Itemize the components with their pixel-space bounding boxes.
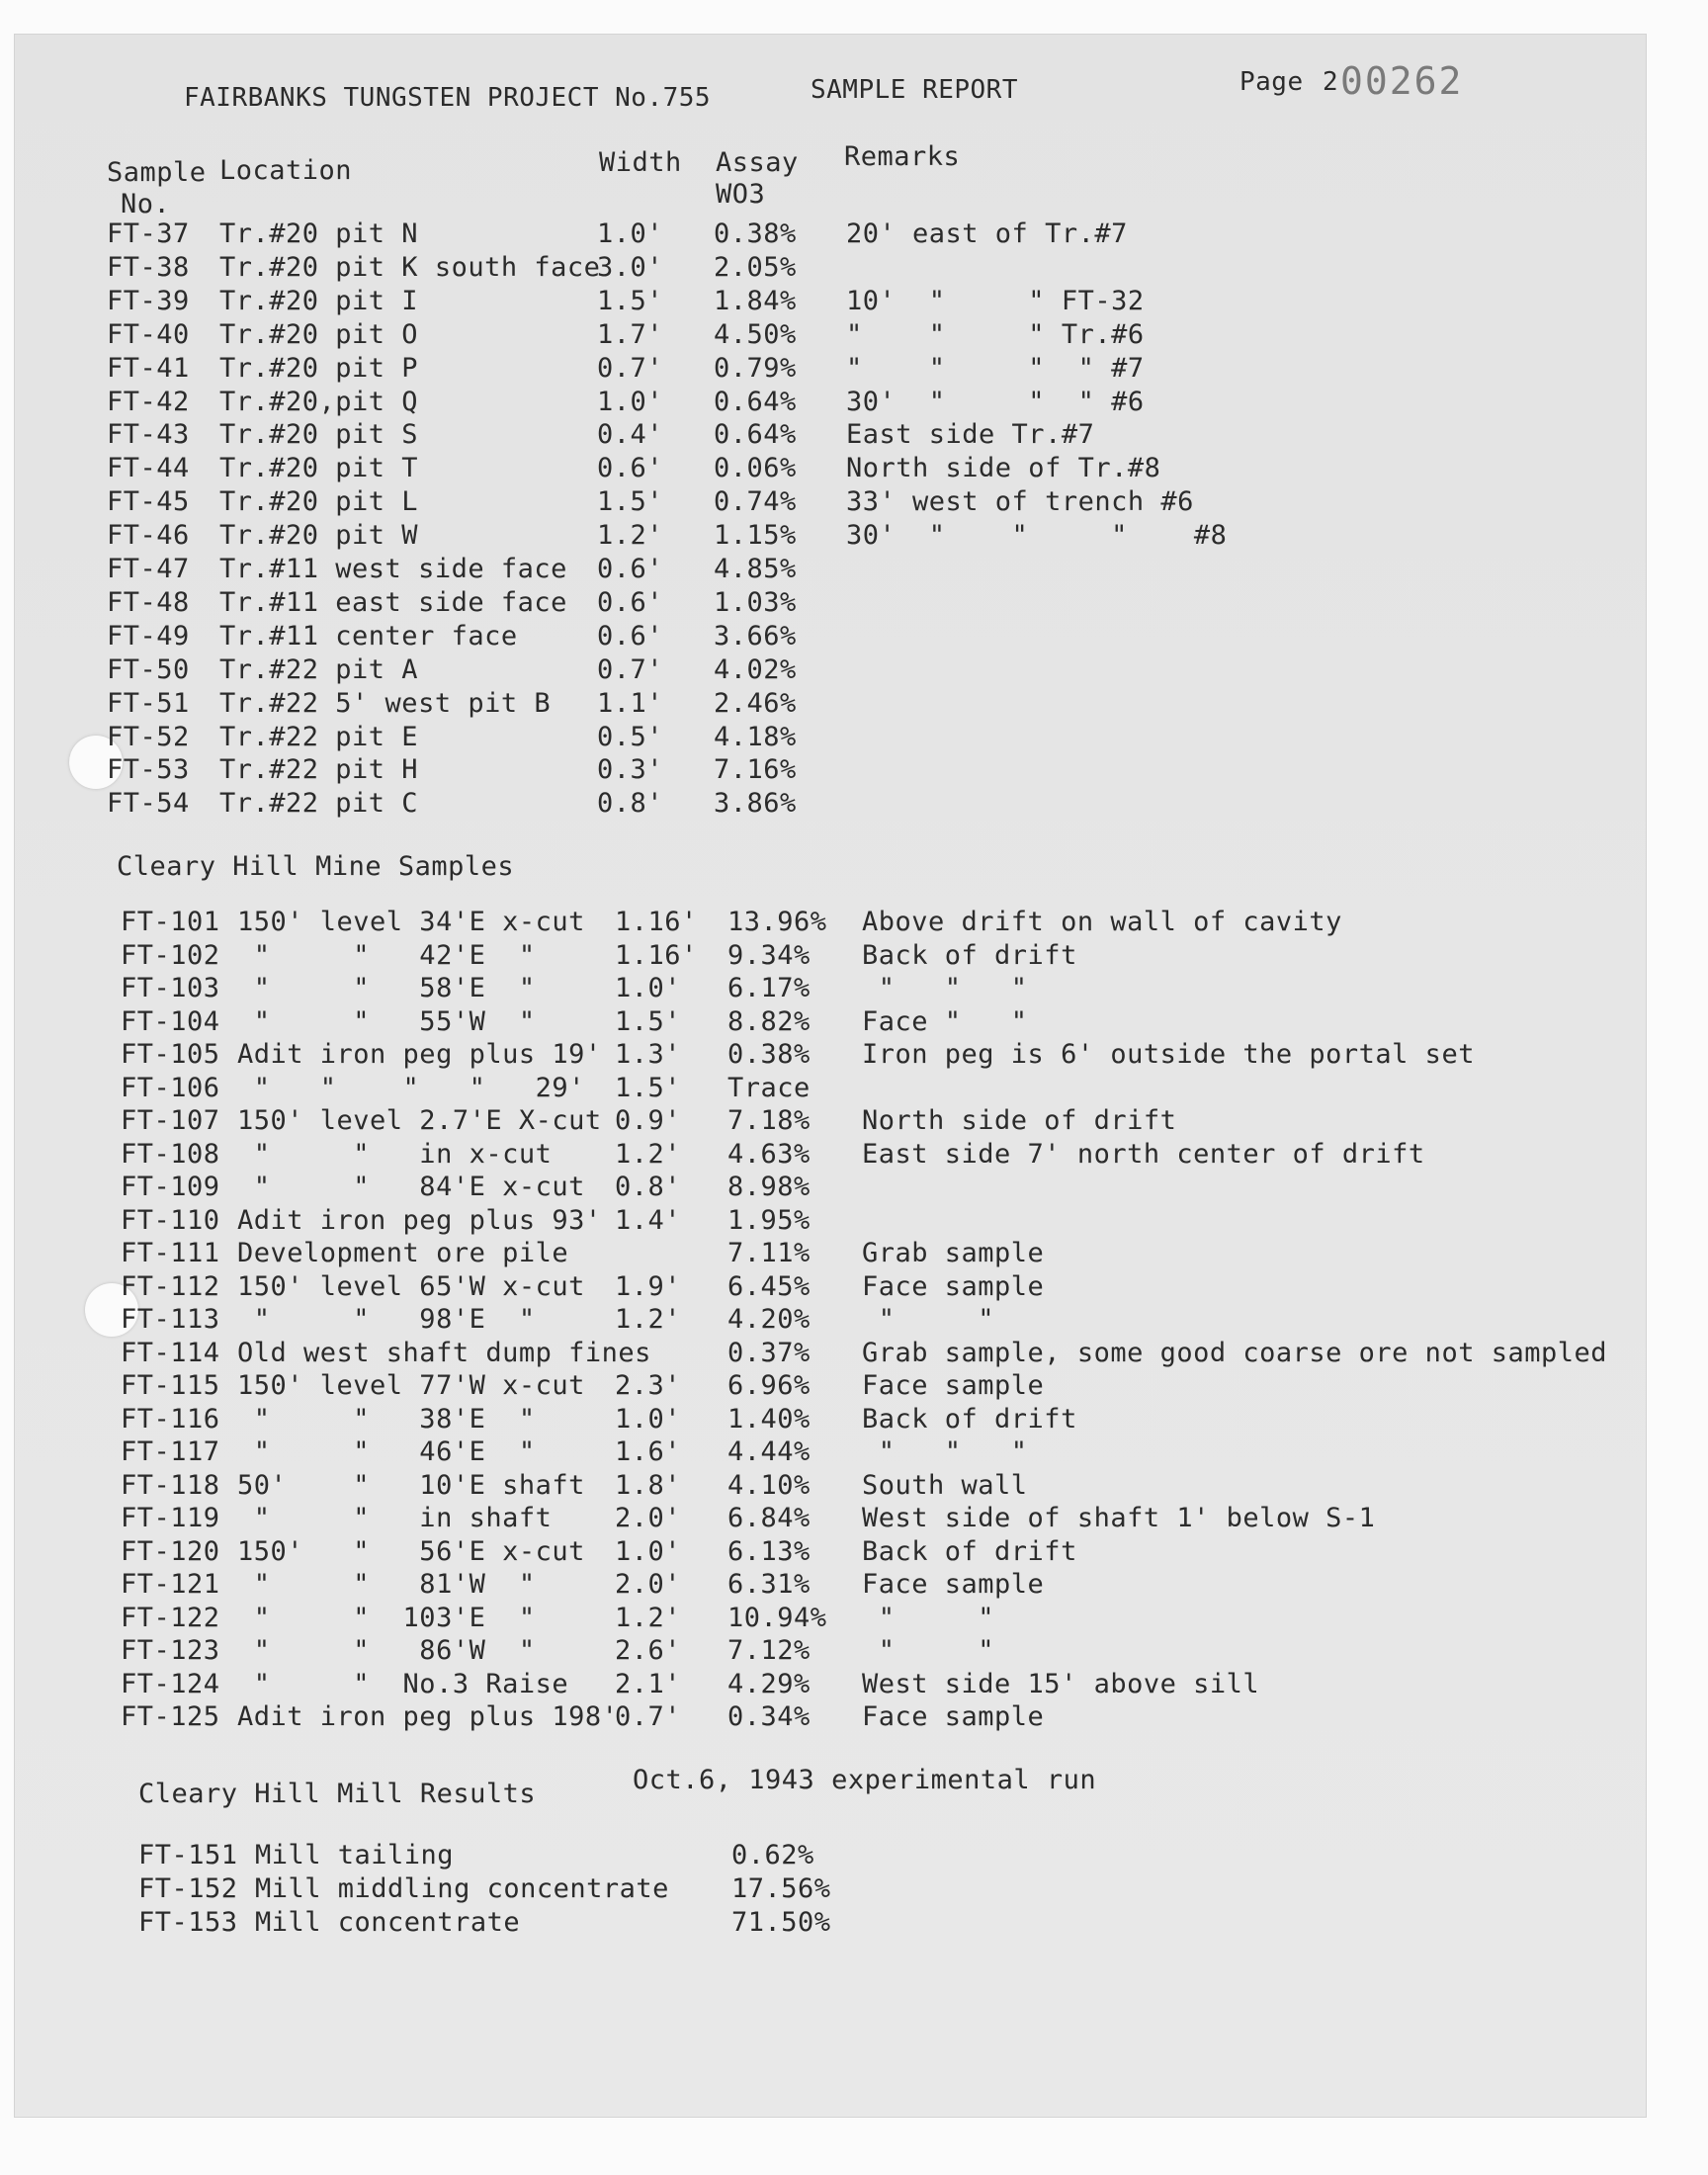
- sample-width: 1.0': [597, 218, 664, 249]
- sample-width: 1.3': [615, 1039, 682, 1070]
- page-number: 2: [1323, 67, 1339, 97]
- sample-assay: 7.11%: [727, 1238, 811, 1268]
- sample-width: 0.5': [597, 721, 664, 752]
- sample-location: " " 103'E ": [237, 1602, 536, 1633]
- sample-location: Tr.#20 pit K south face: [219, 251, 601, 283]
- sample-no: FT-114: [121, 1337, 220, 1368]
- sample-assay: 7.12%: [727, 1635, 811, 1666]
- col-no: No.: [121, 189, 171, 219]
- sample-no: FT-121: [121, 1569, 220, 1600]
- sample-no: FT-45: [107, 486, 190, 518]
- sample-assay: 4.85%: [714, 554, 797, 584]
- sample-location: Tr.#20 pit L: [219, 486, 419, 518]
- sample-location: Tr.#22 5' west pit B: [219, 687, 552, 719]
- sample-remarks: " " " " #7: [846, 352, 1145, 384]
- sample-assay: 4.02%: [714, 653, 797, 685]
- sample-location: Adit iron peg plus 198': [237, 1701, 619, 1732]
- sample-no: FT-37: [107, 218, 190, 249]
- sample-no: FT-152: [138, 1873, 238, 1904]
- sample-width: 1.7': [597, 318, 664, 350]
- sample-assay: 4.50%: [714, 318, 797, 350]
- sample-no: FT-101: [121, 907, 220, 937]
- sample-remarks: " " ": [862, 973, 1028, 1003]
- sample-location: Development ore pile: [237, 1238, 569, 1268]
- sample-location: Tr.#20,pit Q: [219, 386, 419, 417]
- sample-no: FT-106: [121, 1072, 220, 1103]
- sample-remarks: East side Tr.#7: [846, 419, 1095, 451]
- sample-assay: 8.82%: [727, 1005, 811, 1037]
- sample-location: 150' level 2.7'E X-cut: [237, 1105, 602, 1136]
- sample-no: FT-48: [107, 586, 190, 618]
- sample-no: FT-44: [107, 453, 190, 484]
- sample-width: 1.5': [597, 486, 664, 518]
- sample-assay: 1.95%: [727, 1204, 811, 1236]
- sample-assay: 71.50%: [731, 1907, 831, 1938]
- sample-no: FT-120: [121, 1535, 220, 1567]
- sample-width: 1.0': [615, 1535, 682, 1567]
- sample-assay: 2.05%: [714, 251, 797, 283]
- sample-location: Tr.#22 pit E: [219, 721, 419, 752]
- sample-assay: 0.64%: [714, 419, 797, 451]
- sample-no: FT-52: [107, 721, 190, 752]
- sample-assay: 17.56%: [731, 1873, 831, 1904]
- sample-no: FT-107: [121, 1105, 220, 1136]
- sample-location: Tr.#20 pit I: [219, 285, 419, 316]
- sample-location: Adit iron peg plus 19': [237, 1039, 602, 1070]
- sample-width: 1.8': [615, 1469, 682, 1501]
- sample-assay: 1.40%: [727, 1403, 811, 1435]
- sample-no: FT-151: [138, 1840, 238, 1870]
- col-assay: Assay: [716, 147, 799, 178]
- sample-width: 3.0': [597, 251, 664, 283]
- sample-no: FT-118: [121, 1469, 220, 1501]
- sample-location: 150' level 77'W x-cut: [237, 1370, 585, 1401]
- sample-assay: 0.37%: [727, 1337, 811, 1368]
- sample-location: Old west shaft dump fines: [237, 1337, 651, 1368]
- sample-no: FT-122: [121, 1602, 220, 1633]
- sample-remarks: East side 7' north center of drift: [862, 1138, 1425, 1170]
- sample-location: Tr.#22 pit C: [219, 788, 419, 820]
- sample-location: " " 42'E ": [237, 939, 536, 971]
- sample-location: Tr.#20 pit W: [219, 520, 419, 552]
- sample-assay: 4.10%: [727, 1469, 811, 1501]
- sample-no: FT-125: [121, 1701, 220, 1732]
- sample-no: FT-115: [121, 1370, 220, 1401]
- col-remarks: Remarks: [844, 141, 961, 172]
- sample-no: FT-109: [121, 1172, 220, 1202]
- sample-width: 1.1': [597, 687, 664, 719]
- sample-location: Mill concentrate: [255, 1907, 521, 1938]
- sample-width: 0.8': [615, 1172, 682, 1202]
- sample-location: " " 58'E ": [237, 973, 536, 1003]
- sample-assay: 4.20%: [727, 1304, 811, 1335]
- sample-no: FT-49: [107, 620, 190, 652]
- sample-width: 1.2': [597, 520, 664, 552]
- sample-assay: 8.98%: [727, 1172, 811, 1202]
- sample-location: " " No.3 Raise: [237, 1668, 569, 1699]
- sample-location: Mill middling concentrate: [255, 1873, 669, 1904]
- sample-no: FT-110: [121, 1204, 220, 1236]
- sample-location: " " in shaft: [237, 1503, 553, 1533]
- sample-remarks: 30' " " " #8: [846, 520, 1228, 552]
- sample-assay: 3.86%: [714, 788, 797, 820]
- sample-width: 1.2': [615, 1304, 682, 1335]
- sample-no: FT-123: [121, 1635, 220, 1666]
- sample-no: FT-112: [121, 1270, 220, 1302]
- sample-no: FT-47: [107, 554, 190, 584]
- sample-width: 0.6': [597, 620, 664, 652]
- sample-width: 0.9': [615, 1105, 682, 1136]
- sample-location: Tr.#20 pit S: [219, 419, 419, 451]
- sample-remarks: 20' east of Tr.#7: [846, 218, 1128, 249]
- sample-remarks: Grab sample, some good coarse ore not sampled: [862, 1337, 1607, 1368]
- sample-assay: 1.03%: [714, 586, 797, 618]
- sample-width: 2.1': [615, 1668, 682, 1699]
- sample-no: FT-43: [107, 419, 190, 451]
- sample-no: FT-54: [107, 788, 190, 820]
- sample-assay: 0.38%: [714, 218, 797, 249]
- sample-remarks: 10' " " FT-32: [846, 285, 1145, 316]
- sample-width: 0.6': [597, 453, 664, 484]
- project-title: FAIRBANKS TUNGSTEN PROJECT No.755: [184, 83, 712, 113]
- mill-run-note: Oct.6, 1943 experimental run: [633, 1765, 1097, 1795]
- sample-no: FT-40: [107, 318, 190, 350]
- sample-width: 0.6': [597, 554, 664, 584]
- sample-no: FT-50: [107, 653, 190, 685]
- sample-no: FT-153: [138, 1907, 238, 1938]
- sample-width: 1.4': [615, 1204, 682, 1236]
- sample-assay: 0.79%: [714, 352, 797, 384]
- sample-width: 1.2': [615, 1138, 682, 1170]
- sample-remarks: Grab sample: [862, 1238, 1045, 1268]
- sample-location: 50' " 10'E shaft: [237, 1469, 585, 1501]
- sample-assay: 7.18%: [727, 1105, 811, 1136]
- sample-assay: 1.84%: [714, 285, 797, 316]
- sample-no: FT-117: [121, 1436, 220, 1467]
- sample-location: Adit iron peg plus 93': [237, 1204, 602, 1236]
- sample-location: " " 86'W ": [237, 1635, 536, 1666]
- sample-location: Tr.#20 pit O: [219, 318, 419, 350]
- sample-width: 0.6': [597, 586, 664, 618]
- sample-remarks: " ": [862, 1304, 995, 1335]
- sample-no: FT-103: [121, 973, 220, 1003]
- sample-location: Tr.#22 pit A: [219, 653, 419, 685]
- sample-width: 1.0': [597, 386, 664, 417]
- sample-width: 2.6': [615, 1635, 682, 1666]
- sample-location: 150' " 56'E x-cut: [237, 1535, 585, 1567]
- sample-width: 0.7': [597, 352, 664, 384]
- mine-section-title: Cleary Hill Mine Samples: [117, 851, 515, 882]
- sample-remarks: " ": [862, 1602, 995, 1633]
- sample-width: 1.6': [615, 1436, 682, 1467]
- sample-width: 1.5': [615, 1005, 682, 1037]
- sample-width: 0.7': [597, 653, 664, 685]
- sample-remarks: Face sample: [862, 1270, 1045, 1302]
- sample-location: Tr.#22 pit H: [219, 754, 419, 786]
- sample-assay: 6.31%: [727, 1569, 811, 1600]
- sample-location: " " 55'W ": [237, 1005, 536, 1037]
- sample-no: FT-124: [121, 1668, 220, 1699]
- sample-remarks: Iron peg is 6' outside the portal set: [862, 1039, 1475, 1070]
- col-location: Location: [219, 155, 353, 186]
- sample-assay: 10.94%: [727, 1602, 827, 1633]
- sample-location: " " 81'W ": [237, 1569, 536, 1600]
- sample-remarks: 30' " " " #6: [846, 386, 1145, 417]
- sample-width: 1.16': [615, 907, 698, 937]
- sample-remarks: Face sample: [862, 1370, 1045, 1401]
- sample-width: 2.0': [615, 1503, 682, 1533]
- sample-assay: 0.74%: [714, 486, 797, 518]
- sample-location: " " 98'E ": [237, 1304, 536, 1335]
- mill-section-title: Cleary Hill Mill Results: [138, 1779, 537, 1809]
- sample-width: 2.0': [615, 1569, 682, 1600]
- sample-assay: 3.66%: [714, 620, 797, 652]
- sample-remarks: South wall: [862, 1469, 1028, 1501]
- sample-remarks: Above drift on wall of cavity: [862, 907, 1342, 937]
- sample-remarks: " " ": [862, 1436, 1028, 1467]
- sample-width: 2.3': [615, 1370, 682, 1401]
- sample-assay: 4.44%: [727, 1436, 811, 1467]
- sample-assay: 2.46%: [714, 687, 797, 719]
- sample-width: 1.2': [615, 1602, 682, 1633]
- sample-no: FT-113: [121, 1304, 220, 1335]
- sample-assay: 4.29%: [727, 1668, 811, 1699]
- sample-location: Tr.#20 pit P: [219, 352, 419, 384]
- col-assay-unit: WO3: [716, 179, 766, 210]
- sample-assay: 6.13%: [727, 1535, 811, 1567]
- sample-width: 1.5': [597, 285, 664, 316]
- sample-no: FT-46: [107, 520, 190, 552]
- sample-location: Tr.#20 pit N: [219, 218, 419, 249]
- sample-width: 1.5': [615, 1072, 682, 1103]
- sample-assay: 0.64%: [714, 386, 797, 417]
- sample-remarks: Face sample: [862, 1569, 1045, 1600]
- sample-remarks: Back of drift: [862, 1535, 1077, 1567]
- sample-location: 150' level 65'W x-cut: [237, 1270, 585, 1302]
- sample-width: 0.7': [615, 1701, 682, 1732]
- sample-location: Tr.#11 east side face: [219, 586, 567, 618]
- sample-assay: 1.15%: [714, 520, 797, 552]
- sample-width: 0.8': [597, 788, 664, 820]
- sample-width: 1.0': [615, 973, 682, 1003]
- sample-remarks: North side of Tr.#8: [846, 453, 1161, 484]
- sample-assay: 6.84%: [727, 1503, 811, 1533]
- sample-location: Mill tailing: [255, 1840, 455, 1870]
- sample-width: 0.4': [597, 419, 664, 451]
- sample-assay: 4.63%: [727, 1138, 811, 1170]
- sample-remarks: West side 15' above sill: [862, 1668, 1260, 1699]
- sample-no: FT-51: [107, 687, 190, 719]
- sample-location: " " 38'E ": [237, 1403, 536, 1435]
- col-sample: Sample: [107, 157, 207, 188]
- sample-location: " " 46'E ": [237, 1436, 536, 1467]
- sample-no: FT-111: [121, 1238, 220, 1268]
- sample-location: Tr.#11 center face: [219, 620, 518, 652]
- sample-remarks: Face " ": [862, 1005, 1028, 1037]
- sample-location: " " " " 29': [237, 1072, 585, 1103]
- sample-assay: 9.34%: [727, 939, 811, 971]
- sample-no: FT-116: [121, 1403, 220, 1435]
- sample-no: FT-119: [121, 1503, 220, 1533]
- sample-remarks: West side of shaft 1' below S-1: [862, 1503, 1376, 1533]
- sample-no: FT-42: [107, 386, 190, 417]
- sample-assay: 0.62%: [731, 1840, 814, 1870]
- sample-width: 1.9': [615, 1270, 682, 1302]
- sample-width: 1.16': [615, 939, 698, 971]
- sample-location: Tr.#11 west side face: [219, 554, 567, 584]
- sample-assay: 0.34%: [727, 1701, 811, 1732]
- sample-remarks: Back of drift: [862, 1403, 1077, 1435]
- page-label: Page: [1239, 67, 1304, 97]
- sample-width: 1.0': [615, 1403, 682, 1435]
- sample-assay: 6.17%: [727, 973, 811, 1003]
- sample-assay: 6.96%: [727, 1370, 811, 1401]
- sample-no: FT-53: [107, 754, 190, 786]
- sample-assay: 13.96%: [727, 907, 827, 937]
- sample-assay: 0.06%: [714, 453, 797, 484]
- sample-assay: 7.16%: [714, 754, 797, 786]
- sample-remarks: 33' west of trench #6: [846, 486, 1194, 518]
- report-title: SAMPLE REPORT: [811, 75, 1018, 105]
- sample-remarks: " ": [862, 1635, 995, 1666]
- sample-no: FT-39: [107, 285, 190, 316]
- sample-remarks: North side of drift: [862, 1105, 1177, 1136]
- sample-assay: 6.45%: [727, 1270, 811, 1302]
- sample-no: FT-38: [107, 251, 190, 283]
- stamp-number: 00262: [1340, 59, 1464, 103]
- sample-location: 150' level 34'E x-cut: [237, 907, 585, 937]
- sample-assay: Trace: [727, 1072, 811, 1103]
- sample-assay: 0.38%: [727, 1039, 811, 1070]
- sample-remarks: Back of drift: [862, 939, 1077, 971]
- sample-no: FT-104: [121, 1005, 220, 1037]
- sample-assay: 4.18%: [714, 721, 797, 752]
- sample-no: FT-108: [121, 1138, 220, 1170]
- sample-no: FT-105: [121, 1039, 220, 1070]
- sample-remarks: " " " Tr.#6: [846, 318, 1145, 350]
- sample-location: Tr.#20 pit T: [219, 453, 419, 484]
- sample-remarks: Face sample: [862, 1701, 1045, 1732]
- sample-no: FT-102: [121, 939, 220, 971]
- sample-location: " " 84'E x-cut: [237, 1172, 585, 1202]
- sample-no: FT-41: [107, 352, 190, 384]
- sample-width: 0.3': [597, 754, 664, 786]
- col-width: Width: [599, 147, 682, 178]
- sample-location: " " in x-cut: [237, 1138, 553, 1170]
